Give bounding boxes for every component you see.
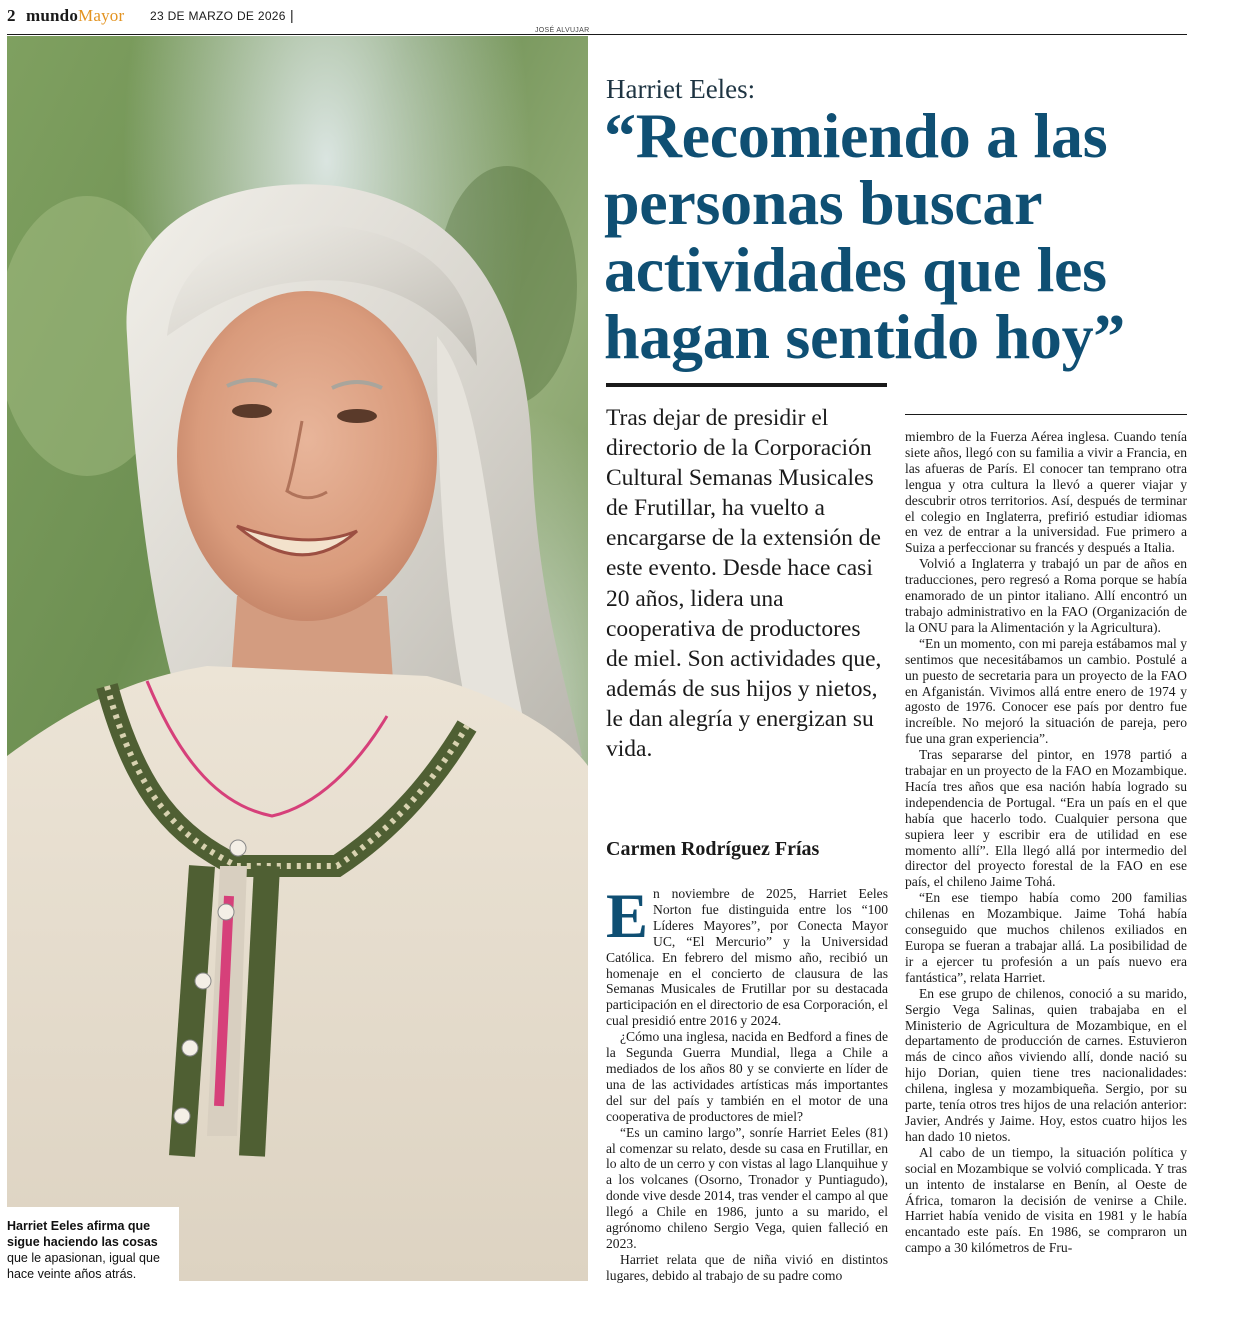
body-paragraph [606, 881, 888, 1029]
column-rule [905, 414, 1187, 415]
issue-date: 23 DE MARZO DE 2026 [150, 9, 286, 23]
portrait-illustration [7, 36, 588, 1281]
body-paragraph: Harriet relata que de niña vivió en distintos lugares, debido al trabajo de su padre como [606, 1251, 888, 1283]
article-kicker: Harriet Eeles: [606, 74, 756, 104]
body-column-1 [606, 881, 888, 1284]
article-headline: “Recomiendo a las personas buscar actividades que les hagan sentido hoy” [604, 100, 1125, 372]
brand-part1: mundo [26, 6, 79, 25]
publication-logo [26, 6, 124, 26]
article-lead: Tras dejar de presidir el directorio de la Corporación Cultural Semanas Musicales de Frutillar, ha vuelto a encargarse de la extensión de este evento. Desde hace casi 20 años, lidera una cooperativa de productores de miel. Son actividades que, además de sus hijos y nietos, le dan alegría y energizan su vida. [606, 405, 882, 763]
body-paragraph: miembro de la Fuerza Aérea inglesa. Cuando tenía siete años, llegó con su familia a vivir a Francia, en las afueras de París. El conocer tan temprano otra lengua y otra cultura la llevó a querer viajar y descubrir otros territorios. Así, después de terminar el colegio en Inglaterra, prefirió estudiar idiomas en vez de entrar a la universidad. Fue primero a Suiza a perfeccionar su francés y después a Italia. [905, 429, 1187, 556]
body-paragraph: Al cabo de un tiempo, la situación política y social en Mozambique se volvió complicada. Y tras un intento de instalarse en Benín, al Oeste de África, tomaron la decisión de venirse a Chile. Harriet había venido de visita en 1981 y le había encantado este país. En 1986, se compraron un campo a 30 kilómetros de Fru- [905, 1144, 1187, 1256]
body-column-2 [905, 429, 1187, 1256]
body-paragraph: Volvió a Inglaterra y trabajó un par de años en traducciones, pero regresó a Roma porque se había enamorado de un pintor italiano. Allí encontró un trabajo administrativo en la FAO (Organización de la ONU para la Alimentación y la Agricultura). [905, 556, 1187, 635]
page-header [7, 6, 1187, 28]
page-number: 2 [7, 6, 16, 25]
article-author: Carmen Rodríguez Frías [606, 838, 820, 860]
caption-bold: Harriet Eeles afirma que sigue haciendo las cosas [7, 1219, 158, 1249]
header-rule [7, 34, 1187, 35]
body-paragraph: ¿Cómo una inglesa, nacida en Bedford a fines de la Segunda Guerra Mundial, llega a Chile a mediados de los años 80 y se convierte en líder de una de las actividades artísticas más importantes del sur del país y también en el motor de una cooperativa de productores de miel? [606, 1029, 888, 1124]
portrait-photo [7, 36, 588, 1281]
brand-part2: Mayor [78, 6, 125, 25]
body-paragraph: “En un momento, con mi pareja estábamos mal y sentimos que necesitábamos un cambio. Postulé a un puesto de secretaria para un proyecto de la FAO en Afganistán. Vivimos allá entre enero de 1974 y agosto de 1976. Conocer ese país por dentro fue increíble. No mejoró la situación de pareja, pero fue una gran experiencia”. [905, 635, 1187, 747]
body-paragraph: En ese grupo de chilenos, conoció a su marido, Sergio Vega Salinas, quien trabajaba en el Ministerio de Agricultura de Mozambique, en el departamento de producción de carnes. Estuvieron más de cinco años viviendo allí, donde nació su hijo Dorian, quien tiene tres nacionalidades: chilena, inglesa y mozambiqueña. Sergio, por su parte, tenía otros tres hijos de una relación anterior: Javier, Andrés y Jaime. Hoy, estos cuatro hijos les han dado 10 nietos. [905, 985, 1187, 1144]
body-paragraph: “Es un camino largo”, sonríe Harriet Eeles (81) al comenzar su relato, desde su casa en Frutillar, en lo alto de un cerro y con vistas al lago Llanquihue y a los volcanes (Osorno, Tronador y Puntiagudo), donde vive desde 2014, tras vender el campo al que llegó a Chile en 1986, junto a su marido, el agrónomo chileno Sergio Vega, quien falleció en 2023. [606, 1124, 888, 1251]
body-paragraph: Tras separarse del pintor, en 1978 partió a trabajar en un proyecto de la FAO en Mozambique. Hacía tres años que esa nación había logrado su independencia de Portugal. “Era un país en el que había que hacerlo todo. Cualquier persona que supiera leer y escribir era de utilidad en ese momento allí”. Ella llegó allá por intermedio del director del proyecto forestal de la FAO en ese país, el chileno Jaime Tohá. [905, 747, 1187, 890]
body-paragraph: “En ese tiempo había como 200 familias chilenas en Mozambique. Jaime Tohá había conseguido que muchos chilenos exiliados en Europa se fueran a trabajar allá. La posibilidad de ir a ejercer tu profesión a un país nuevo era fantástica”, relata Harriet. [905, 890, 1187, 985]
header-separator: | [290, 7, 294, 23]
caption-text: que le apasionan, igual que hace veinte años atrás. [7, 1251, 160, 1281]
photo-credit: JOSÉ ALVUJAR [535, 27, 590, 34]
headline-rule [606, 383, 887, 387]
paragraph-text: n noviembre de 2025, Harriet Eeles Norton fue distinguida entre los “100 Líderes Mayores”, por Conecta Mayor UC, “El Mercurio” y la Universidad Católica. En febrero del mismo año, recibió un homenaje en el concierto de clausura de las Semanas Musicales de Frutillar por su destacada participación en el directorio de esa Corporación, el cual presidió entre 2016 y 2024. [606, 886, 888, 1029]
photo-caption [7, 1207, 179, 1281]
drop-cap: E [606, 881, 649, 951]
